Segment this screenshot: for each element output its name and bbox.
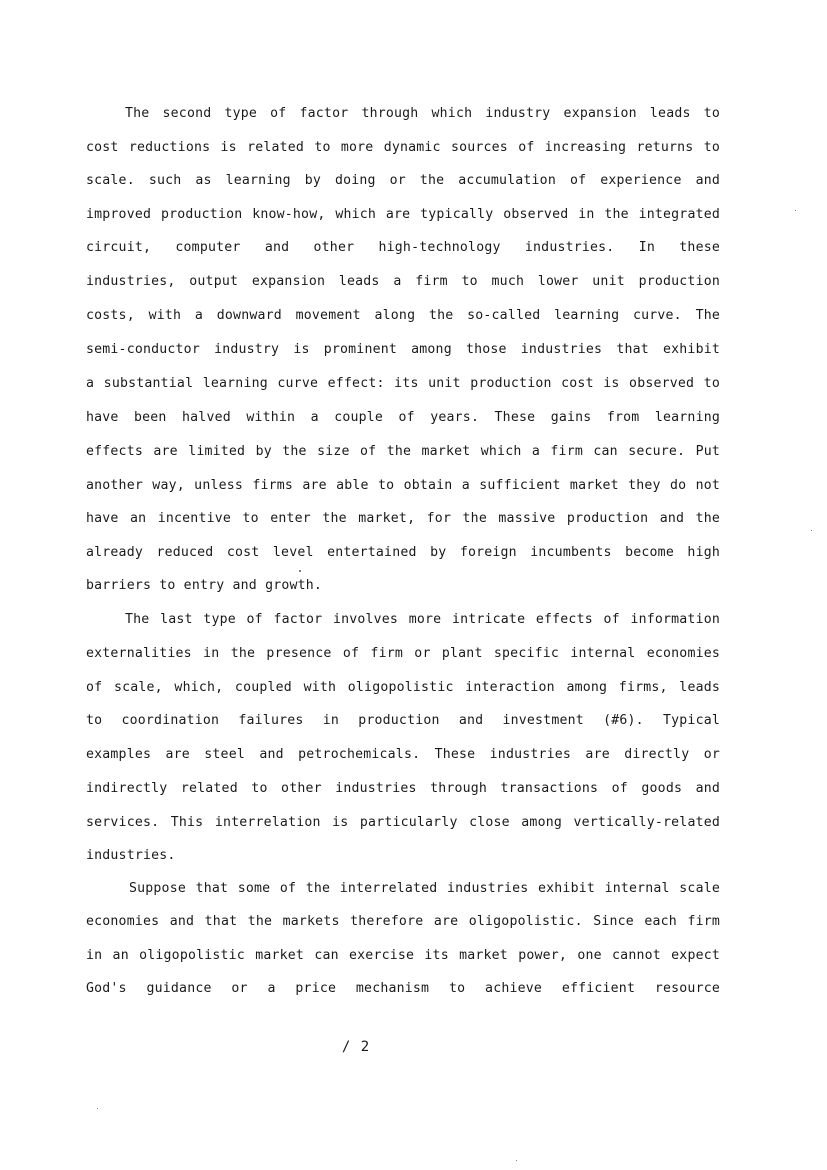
scan-speck (516, 1160, 517, 1161)
text-line: costs, with a downward movement along the so-called learning curve. The (86, 308, 720, 323)
text-line: services. This interrelation is particularly close among vertically-related (86, 815, 720, 830)
text-line: externalities in the presence of firm or plant specific internal economies (86, 646, 720, 661)
text-line: industries. (86, 848, 176, 863)
text-line: have been halved within a couple of years. These gains from learning (86, 410, 720, 425)
text-line: industries, output expansion leads a firm to much lower unit production (86, 274, 720, 289)
scan-speck (795, 210, 796, 211)
page-number: / 2 (341, 1039, 371, 1055)
text-line: another way, unless firms are able to obtain a sufficient market they do not (86, 478, 720, 493)
text-line: God's guidance or a price mechanism to achieve efficient resource (86, 981, 720, 996)
text-line: economies and that the markets therefore are oligopolistic. Since each firm (86, 914, 720, 929)
text-line: The second type of factor through which industry expansion leads to (125, 106, 720, 121)
text-line: of scale, which, coupled with oligopolistic interaction among firms, leads (86, 680, 720, 695)
text-line: in an oligopolistic market can exercise its market power, one cannot expect (86, 948, 720, 963)
scan-speck (299, 570, 301, 572)
text-line: The last type of factor involves more intricate effects of information (125, 612, 720, 627)
text-line: have an incentive to enter the market, for the massive production and the (86, 511, 720, 526)
text-line: circuit, computer and other high-technology industries. In these (86, 240, 720, 255)
text-line: effects are limited by the size of the market which a firm can secure. Put (86, 444, 720, 459)
text-line: examples are steel and petrochemicals. These industries are directly or (86, 747, 720, 762)
text-line: scale. such as learning by doing or the accumulation of experience and (86, 173, 720, 188)
text-line: Suppose that some of the interrelated industries exhibit internal scale (129, 881, 720, 896)
text-line: a substantial learning curve effect: its unit production cost is observed to (86, 376, 720, 391)
text-line: indirectly related to other industries through transactions of goods and (86, 781, 720, 796)
text-line: to coordination failures in production and investment (#6). Typical (86, 713, 720, 728)
scan-speck (811, 530, 812, 531)
text-line: cost reductions is related to more dynamic sources of increasing returns to (86, 140, 720, 155)
text-line: barriers to entry and growth. (86, 578, 323, 593)
text-line: already reduced cost level entertained by foreign incumbents become high (86, 545, 720, 560)
text-line: semi-conductor industry is prominent among those industries that exhibit (86, 342, 720, 357)
scan-speck (97, 1108, 98, 1109)
text-line: improved production know-how, which are typically observed in the integrated (86, 207, 720, 222)
